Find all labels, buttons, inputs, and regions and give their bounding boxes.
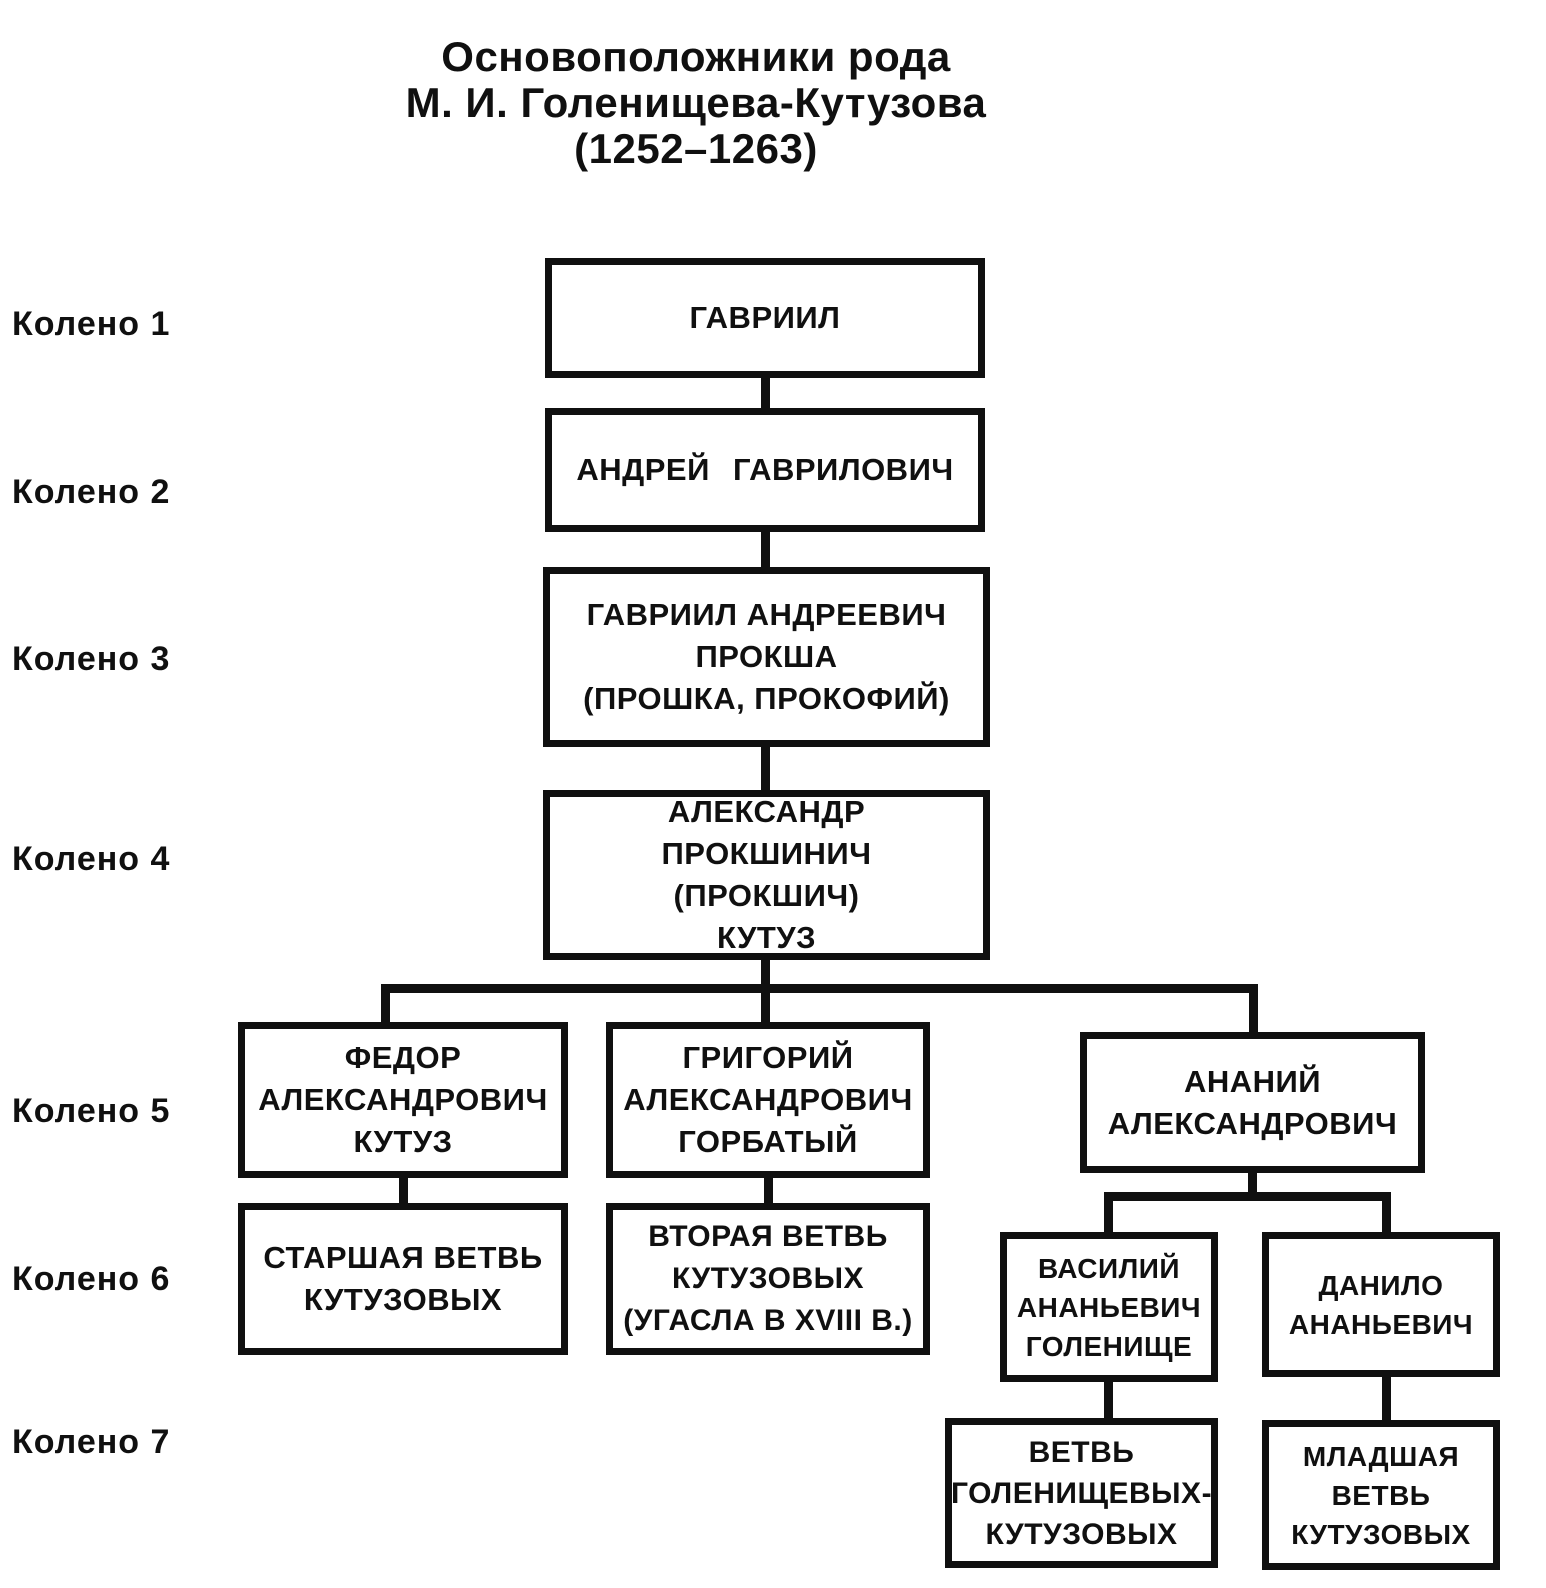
node-fedor-alexandrovich-kutuz — [238, 1022, 568, 1178]
edge-drop-fedor — [381, 984, 390, 1026]
node-line: ПРОКШИНИЧ — [661, 836, 872, 871]
node-line: (ПРОКШИЧ) — [673, 878, 860, 913]
node-line: ГРИГОРИЙ — [682, 1040, 854, 1075]
edge-danilo-mladshaya — [1382, 1374, 1391, 1424]
edge-vasily-vetv — [1104, 1379, 1113, 1422]
node-line: ГОРБАТЫЙ — [678, 1124, 858, 1159]
node-line: АЛЕКСАНДРОВИЧ — [1107, 1105, 1398, 1141]
node-line: ГОЛЕНИЩЕ — [1025, 1330, 1193, 1362]
generation-label-6: Колено 6 — [12, 1260, 171, 1298]
node-line: КУТУЗ — [716, 920, 817, 955]
node-line: (ПРОШКА, ПРОКОФИЙ) — [583, 681, 950, 716]
node-line: (УГАСЛА В XVIII В.) — [623, 1304, 913, 1337]
node-starshaya-vetv-kutuzovyh — [238, 1203, 568, 1355]
edge-drop-vasily — [1104, 1192, 1113, 1236]
node-line: ГАВРИИЛ — [689, 300, 841, 335]
node-vetv-golenishchevyh-kutuzovyh — [945, 1418, 1218, 1568]
node-line: АНДРЕЙ ГАВРИЛОВИЧ — [576, 452, 954, 487]
node-line: МЛАДШАЯ — [1302, 1440, 1460, 1472]
edge-drop-danilo — [1382, 1192, 1391, 1236]
generation-label-5: Колено 5 — [12, 1092, 171, 1130]
node-line: ФЕДОР — [344, 1040, 462, 1075]
node-andrey-gavrilovich — [545, 408, 985, 532]
node-line: ВЕТВЬ — [1331, 1479, 1431, 1511]
node-alexandr-prokshinich-kutuz — [543, 790, 990, 960]
node-gavriil-andreevich-proksha — [543, 567, 990, 747]
node-line: АНАНЬЕВИЧ — [1016, 1291, 1202, 1323]
node-line: ДАНИЛО — [1318, 1269, 1444, 1301]
generation-label-1: Колено 1 — [12, 305, 171, 343]
node-line: ВАСИЛИЙ — [1037, 1252, 1181, 1284]
node-danilo-ananyevich — [1262, 1232, 1500, 1377]
node-line: КУТУЗ — [353, 1124, 453, 1159]
edge-drop-grigory — [761, 984, 770, 1026]
diagram-title — [246, 34, 1146, 172]
node-vasily-ananyevich-golenishche — [1000, 1232, 1218, 1382]
generation-label-4: Колено 4 — [12, 840, 171, 878]
node-line: КУТУЗОВЫХ — [1291, 1518, 1471, 1550]
node-gavriil — [545, 258, 985, 378]
edge-drop-anany — [1249, 984, 1258, 1036]
edge-andrey-proksha — [761, 529, 770, 570]
generation-label-7: Колено 7 — [12, 1423, 171, 1461]
node-line: КУТУЗОВЫХ — [672, 1262, 864, 1295]
node-line: ВТОРАЯ ВЕТВЬ — [648, 1220, 888, 1253]
node-line: ПРОКША — [695, 639, 838, 674]
generation-label-2: Колено 2 — [12, 473, 171, 511]
branchline-generation5 — [381, 984, 1258, 993]
node-line: ГОЛЕНИЩЕВЫХ- — [950, 1476, 1213, 1510]
node-anany-alexandrovich — [1080, 1032, 1425, 1173]
node-line: АЛЕКСАНДРОВИЧ — [258, 1082, 548, 1117]
node-line: КУТУЗОВЫХ — [985, 1517, 1178, 1551]
node-grigory-alexandrovich-gorbaty — [606, 1022, 930, 1178]
title-line-2: М. И. Голенищева-Кутузова — [405, 79, 987, 126]
node-line: КУТУЗОВЫХ — [303, 1282, 503, 1317]
edge-gavriil-andrey — [761, 375, 770, 411]
generation-label-3: Колено 3 — [12, 640, 171, 678]
node-line: ГАВРИИЛ АНДРЕЕВИЧ — [586, 597, 947, 632]
node-line: АНАНИЙ — [1183, 1063, 1322, 1099]
node-line: СТАРШАЯ ВЕТВЬ — [263, 1240, 543, 1275]
title-line-1: Основоположники рода — [441, 33, 951, 80]
node-vtoraya-vetv-kutuzovyh — [606, 1203, 930, 1355]
edge-proksha-kutuz — [761, 744, 770, 793]
title-line-3: (1252–1263) — [574, 125, 818, 172]
node-line: АЛЕКСАНДРОВИЧ — [623, 1082, 913, 1117]
node-line: АЛЕКСАНДР — [667, 794, 866, 829]
node-line: ВЕТВЬ — [1028, 1435, 1135, 1469]
node-mladshaya-vetv-kutuzovyh — [1262, 1420, 1500, 1570]
node-line: АНАНЬЕВИЧ — [1288, 1308, 1474, 1340]
branchline-anany-children — [1104, 1192, 1391, 1201]
